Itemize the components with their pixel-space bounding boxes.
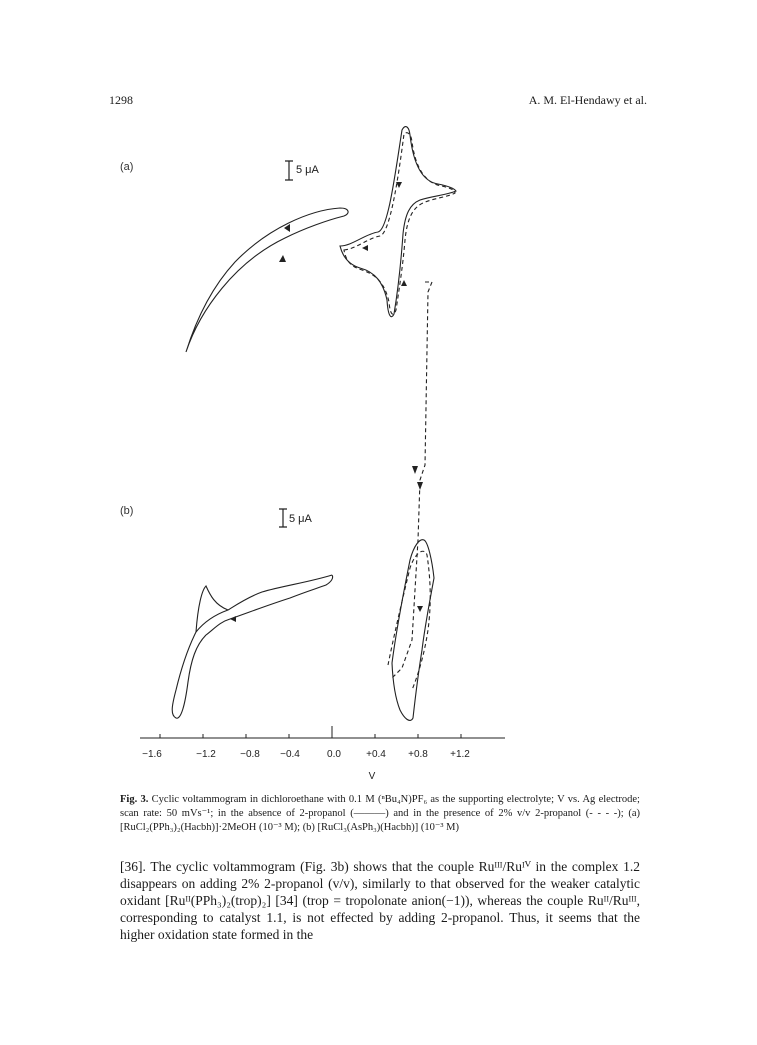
page-number: 1298 [109,93,133,107]
x-tick-label: +1.2 [450,749,470,760]
trace-b-left-shoulder [196,586,228,632]
x-tick-label: −0.8 [240,749,260,760]
x-tick-label: 0.0 [327,749,341,760]
arrow-a-5 [362,245,368,251]
scale-bar-b-label: 5 μA [289,513,312,525]
scale-bar-b-icon [279,509,287,527]
trace-dashed-connector [392,282,432,678]
figure-caption [120,793,640,835]
x-axis-label: V [368,771,376,782]
trace-b-right-dashed [388,551,430,690]
x-tick-label: −0.4 [280,749,300,760]
trace-b-right-solid [392,540,434,721]
arrow-a-2 [279,255,286,262]
body-paragraph: [36]. The cyclic voltammogram (Fig. 3b) shows that the couple Ruᴵᴵᴵ/Ruᴵⱽ in the complex 1.2 disappears on adding 2% 2-propanol (v/v), similarly to that observed for the weaker catalytic oxidant [Ruᴵᴵ(PPh₃)₂(trop)₂] [34] (trop = tropolonate anion(−1)), whereas the couple Ruᴵᴵ/Ruᴵᴵᴵ, corresponding to catalyst 1.1, is not effected by adding 2-propanol. Thus, it seems that the higher oxidation state formed in the [120,859,640,942]
panel-a-label: (a) [120,161,134,173]
scale-bar-a-icon [285,161,293,180]
trace-a-left-solid [186,208,348,352]
trace-b-left-solid [172,575,332,718]
x-tick-label: +0.4 [366,749,386,760]
trace-a-right-dashed [344,133,455,314]
x-tick-label: −1.6 [142,749,162,760]
arrow-connector-2 [417,482,423,490]
running-head: A. M. El-Hendawy et al. [528,93,647,107]
arrow-b-1 [230,616,236,622]
trace-a-right-solid [340,127,456,317]
x-tick-label: +0.8 [408,749,428,760]
arrow-connector-1 [412,466,418,474]
caption-lead: Fig. 3. [120,794,149,805]
caption-text: Cyclic voltammogram in dichloroethane with 0.1 M (ⁿBu₄N)PF₆ as the supporting electrolyte; V vs. Ag electrode; scan rate: 50 mVs⁻¹; in the absence of 2-propanol (———) and in the presence of 2% v/v 2-propanol (- - - -); (a) [RuCl₂(PPh₃)₂(Hacbh)]·2MeOH (10⁻³ M); (b) [RuCl₃(AsPh₃)(Hacbh)] (10⁻³ M) [120,794,640,833]
x-tick-label: −1.2 [196,749,216,760]
arrow-a-4 [401,280,407,286]
scale-bar-a-label: 5 μA [296,164,319,176]
arrow-b-2 [417,606,423,612]
panel-b-label: (b) [120,505,134,517]
